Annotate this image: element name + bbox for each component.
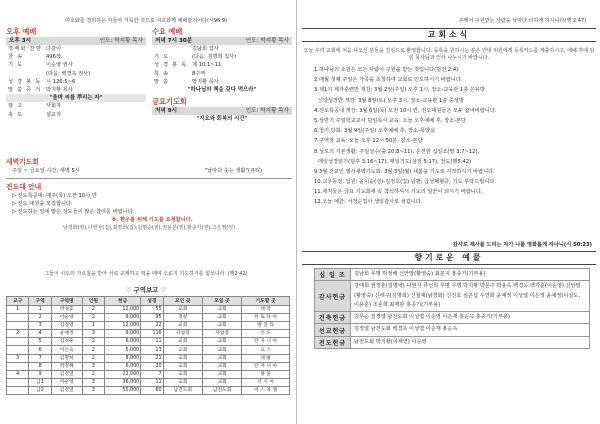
news-item: 신앙성장반 개강: 3월 8일(토) 오후 3시, 장소-교육관 1층 중성방	[318, 97, 464, 104]
afternoon-worship-title: 오후 예배	[6, 27, 37, 36]
friday-time: 저녁 9시	[155, 108, 178, 115]
table-cell: 이은숙	[51, 346, 82, 354]
table-cell: 김정열	[51, 386, 82, 394]
news-item: 12.오늘 예찬: 서정순집사 생일감사로 섬깁니다.	[314, 199, 423, 206]
table-cell: 9,000	[105, 314, 141, 322]
friday-band	[152, 107, 292, 115]
table-header-cell: 모인 곳	[163, 297, 202, 306]
table-cell: 3	[29, 322, 51, 330]
afternoon-worship-band	[6, 37, 146, 45]
order-key	[152, 45, 192, 53]
welcome-intro: 오늘 우리 교회에 처음 나오신 분들을 진심으로 환영합니다. 등록을 원하시는 분은 안내 위원에게 등록카드를 제출하시고, 예배 후에 담임 목사님과 인사 나누시기 바랍니다.	[303, 48, 595, 61]
news-item: 1.하나님의 소원은 모든 사람이 구원을 받는 것입니다(딤전 2:4).	[314, 67, 460, 73]
table-cell: 8	[29, 362, 51, 370]
order-value: 다같이	[46, 46, 62, 52]
order-key: 찬 송	[8, 54, 24, 61]
order-value: 사회자	[46, 103, 62, 110]
friday-prayer-title: 금요기도회	[152, 97, 187, 107]
news-item: 3.제1기 제자훈련반 개강: 3월 2일(주일) 오후 1시, 장소-교육관 1층 은유방	[314, 87, 485, 94]
order-value: (다음: 백경옥 권사)	[46, 70, 91, 77]
friday-sermon: "지요와 회복의 시간"	[196, 116, 248, 123]
wednesday-band	[152, 37, 292, 45]
order-value: 박지황 목사	[46, 86, 73, 93]
table-cell: 태 국	[242, 306, 290, 314]
table-cell: 12,000	[105, 306, 141, 314]
order-key: 성 경 봉 독	[8, 78, 42, 85]
prayer-section	[6, 157, 292, 233]
table-cell: 한 토 다 아	[242, 314, 290, 322]
table-cell	[7, 322, 29, 330]
order-row	[6, 78, 146, 86]
table-cell: 교회	[202, 354, 241, 362]
offering-body	[315, 269, 590, 349]
order-row	[6, 61, 146, 69]
dawn-prayer-title: 새벽기도회	[6, 158, 39, 166]
table-cell: 6,000	[105, 362, 141, 370]
table-cell: 교회	[202, 378, 241, 386]
left-top-verse: 여호와를 경외하는 자들아 거룩한 것으로 여호와께 예배할지어다(시96:9)	[65, 18, 227, 24]
table-header-cell: 인원	[82, 297, 104, 306]
news-item: 4.전도특공대 개강: 3월 6일(목) 오전 10시 반, 전도대원들은 모두 참여바랍니다.	[314, 107, 497, 114]
news-item: 11.제직들은 금요 기도회에 꼭 참석하셔서 기도의 일꾼이 되시기 바랍니다.	[314, 189, 483, 196]
table-cell: 3	[82, 330, 104, 338]
table-cell: 정창	[163, 314, 202, 322]
table-cell: 교회	[163, 322, 202, 330]
order-key: 특 송	[154, 70, 170, 77]
order-value: 설교자	[46, 111, 62, 118]
order-key: 말 씀 증 거	[8, 86, 42, 93]
table-row	[7, 306, 290, 314]
table-cell: 교회	[163, 370, 202, 378]
table-cell: 교회	[163, 306, 202, 314]
order-key: 축 도	[8, 111, 24, 118]
right-top-verse: 주께서 구원받는 사람을 날마다 더하게 하시니라(행 2:47)	[458, 18, 586, 24]
church-news	[302, 48, 596, 208]
table-cell: 7	[141, 370, 163, 378]
offering-category: 감사헌금	[315, 281, 351, 312]
order-row	[6, 102, 146, 110]
table-row	[7, 314, 290, 322]
table-cell: 11	[141, 338, 163, 346]
afternoon-worship	[6, 27, 146, 119]
table-cell	[7, 346, 29, 354]
order-row	[6, 53, 146, 61]
table-cell: 11	[141, 378, 163, 386]
table-cell: 2	[29, 314, 51, 322]
table-cell: 60	[141, 386, 163, 394]
table-cell: 이순영	[51, 314, 82, 322]
afternoon-tail	[6, 102, 146, 118]
news-item: 8.성도의 기본생활: 주일성수(출 20:8~11), 온전한 십일조(말 3:7~12),	[314, 148, 480, 155]
table-cell: 7	[29, 354, 51, 362]
table-cell: 21	[141, 354, 163, 362]
table-cell	[7, 314, 29, 322]
offering-names: 김남희 무명 박정해 신안말(황영숙) 최분지 홍종기(기부용)	[351, 269, 590, 281]
table-cell: 남전도회	[202, 386, 241, 394]
prayer-request: ※. 환우를 위해 기도를 요청합니다.	[111, 217, 193, 223]
table-cell: 22,000	[105, 370, 141, 378]
offering-category: 전도헌금	[315, 336, 351, 348]
table-cell: 남전도회	[163, 386, 202, 394]
table-cell: 2	[82, 338, 104, 346]
table-header-cell: 구역명	[51, 297, 82, 306]
table-cell: 교회	[163, 354, 202, 362]
table-cell: 교회	[163, 362, 202, 370]
news-item: 6.청기 당회: 3월 9일(주일) 오후예배 후, 장소-목양실	[314, 128, 435, 135]
order-row	[6, 86, 146, 94]
dawn-prayer-line	[6, 167, 292, 175]
order-value: 김남희 집사	[192, 46, 219, 52]
news-item: 7.구역장 교육: 오늘 오후 12시 50분, 장소-본당	[314, 138, 423, 145]
table-cell: 55	[141, 306, 163, 314]
table-cell: 12,000	[105, 322, 141, 330]
order-value: 박지황 목사	[192, 78, 219, 85]
table-cell: 5	[29, 338, 51, 346]
evangel-line-1: ▷ 전도특공대: 매주(목) 오전 10시 반	[12, 193, 97, 199]
right-page	[302, 0, 600, 424]
cell-report-title: ♡ 구역보고 ♡	[125, 286, 167, 294]
table-cell: 6	[29, 346, 51, 354]
friday-leader: 인도: 박지황 목사	[245, 108, 289, 115]
table-cell: 박정해	[51, 362, 82, 370]
news-item: 5.상반기 주일학교교사 담임목사 교육: 오늘 오후예배 후, 장소-본당	[314, 117, 467, 124]
table-cell: 22	[141, 322, 163, 330]
table-cell: 사업장	[163, 330, 202, 338]
church-news-header	[302, 28, 596, 42]
table-row	[7, 322, 290, 330]
order-value: 8구역	[192, 70, 206, 77]
order-value: 496장	[46, 54, 61, 61]
wednesday-worship-title: 수요 예배	[152, 27, 183, 36]
table-cell: 박경호	[51, 306, 82, 314]
evangel-title: 전도대 안내	[6, 183, 42, 191]
offering-row	[315, 312, 590, 324]
table-cell: 3	[82, 378, 104, 386]
table-cell: 교회	[202, 346, 241, 354]
order-key: 경배와 찬양	[8, 46, 42, 52]
table-cell: 김정열	[51, 322, 82, 330]
wednesday-worship	[152, 27, 292, 123]
prayer-names: 남경화(권),나현자(집),최영희(집),김명순(권),권용분(권),황순자(권),고은영(성)	[62, 225, 236, 231]
afternoon-leader: 인도: 박지황 목사	[99, 38, 143, 44]
table-cell: 요 스	[242, 346, 290, 354]
offering-header	[302, 251, 596, 265]
order-row	[6, 111, 146, 119]
order-key: 기 도	[154, 54, 170, 61]
table-row	[7, 354, 290, 362]
table-cell: 8,000	[105, 354, 141, 362]
table-cell	[7, 362, 29, 370]
wednesday-rows	[152, 45, 292, 86]
order-row	[152, 70, 292, 78]
wednesday-time: 저녁 7시 30분	[155, 38, 193, 44]
table-cell: 교회	[163, 346, 202, 354]
table-cell: 95	[141, 314, 163, 322]
order-key: 말 씀	[154, 78, 170, 85]
table-cell: 교회	[163, 378, 202, 386]
offering-row	[315, 281, 590, 312]
divider	[6, 178, 292, 179]
offering-title: 향기로운 예물	[414, 253, 484, 262]
order-row	[152, 53, 292, 61]
table-cell: 교회	[202, 306, 241, 314]
order-key: 광 고	[8, 103, 24, 110]
offering-row	[315, 324, 590, 336]
news-item: 10.교우동정: 입원: 윤이순(성)-김정호(집) 남편, 급성패혈증, 기도 부탁드립니다.	[314, 179, 496, 186]
order-row	[6, 45, 146, 53]
table-cell: 2	[82, 314, 104, 322]
table-body	[7, 306, 290, 395]
table-header-row	[7, 297, 290, 306]
table-cell: 2	[82, 346, 104, 354]
offering-names: 김정열 남전도회 백경옥 이성엽 이순재 홍순옥	[351, 324, 590, 336]
table-cell: 36,000	[105, 378, 141, 386]
order-value: 계 10:1~11	[192, 62, 222, 69]
table-cell: 교회	[202, 314, 241, 322]
table-cell: 교회	[202, 338, 241, 346]
table-cell: 네 팔	[242, 354, 290, 362]
table-cell: 방 글 라	[242, 322, 290, 330]
wednesday-sermon: "하나님의 책을 갖다 먹으라"	[187, 86, 257, 93]
news-item: 9.3월 전교인 필사새벽기도회: 3월 3일(월) 새봄을 기도로 시작하시기 바랍니다.	[314, 168, 495, 175]
offering-names: 강태희 권정훈(김명애) 나현자 류선희 무명 무명 박지황 박문주 박용옥 백경옥 백지훈(이순영) 신안말(황영숙) 신태구(김명희) 신철재(남경화) 신진호 심곤섭 우연화 윤예정 이성열 이은정 윤예정(이상도, 이용훈) 조준희 최재관 홍종기(기부용)	[351, 281, 590, 312]
thanks-verse: 감사로 제사를 드리는 자가 나를 영화롭게 하나니(시 50:23)	[452, 242, 592, 248]
table-cell	[7, 386, 29, 394]
news-item: 매일성경읽기(딤후 3:16~17), 매일기도(살전 5:17), 전도(행5:42)	[318, 158, 472, 165]
table-row	[7, 346, 290, 354]
offering-row	[315, 269, 590, 281]
table-cell: 김명희	[51, 354, 82, 362]
table-cell: 사업장	[202, 330, 241, 338]
worship-schedule	[6, 27, 292, 155]
table-cell: 김정열	[51, 370, 82, 378]
table-cell	[7, 378, 29, 386]
table-header-cell: 헌금	[105, 297, 141, 306]
church-news-title: 교회소식	[427, 30, 471, 39]
offering-names: 김무순 김정열 남전도회 이성엽 이순영 이은재 홍순옥 홍종기(기부용)	[351, 312, 590, 324]
table-cell: 2	[7, 330, 29, 338]
offering-names: 남전도회 박지황(이세연) 이순영	[351, 336, 590, 348]
table-cell: 1	[82, 322, 104, 330]
order-value: 이순영 권사	[46, 62, 73, 69]
table-row	[7, 378, 290, 386]
table-cell: 윤예정	[51, 330, 82, 338]
evangel-line-3: ▷ 전도하는 일에 많은 성도들이 많은 참여를 바랍니다.	[12, 209, 135, 215]
table-cell: 교회	[202, 362, 241, 370]
table-cell: 인 도	[242, 330, 290, 338]
news-list	[302, 65, 596, 208]
table-row	[7, 338, 290, 346]
table-cell: 이 스 라 엘	[242, 386, 290, 394]
offering-row	[315, 336, 590, 348]
afternoon-rows	[6, 45, 146, 94]
dawn-time: 주일 ~ 금요일 시간: 새벽 5시	[12, 168, 80, 174]
table-header-cell: 구역	[29, 297, 51, 306]
table-header-cell: 성경	[141, 297, 163, 306]
table-cell: 1	[29, 306, 51, 314]
table-cell	[7, 338, 29, 346]
table-cell: 3	[82, 362, 104, 370]
table-cell: 2	[82, 370, 104, 378]
table-cell: 30	[141, 362, 163, 370]
table-cell: 9,000	[105, 330, 141, 338]
afternoon-sermon: "울며 씨를 뿌리는 자"	[6, 94, 146, 102]
table-cell: 교회	[163, 338, 202, 346]
table-cell: 50,000	[105, 386, 141, 394]
center-divider	[296, 0, 297, 424]
table-cell: 1	[7, 306, 29, 314]
order-value: (다음: 김명희 집사)	[192, 54, 237, 61]
table-cell: 김경순	[51, 338, 82, 346]
table-header-cell: 기도할 곳	[242, 297, 290, 306]
table-cell: 3	[7, 354, 29, 362]
news-item: 2.매월 첫째 주일은 가족을 초청하여 교회로 인도하시기 바랍니다.	[314, 77, 463, 84]
table-cell: 탄 자 니 아	[242, 362, 290, 370]
table-cell: 116	[141, 330, 163, 338]
left-page	[0, 0, 292, 424]
afternoon-time: 오후 3시	[9, 38, 32, 44]
order-row	[152, 45, 292, 53]
order-key: 기 도	[8, 62, 24, 69]
table-cell: 남1	[29, 378, 51, 386]
table-row	[7, 330, 290, 338]
order-key: 성 경 봉 독	[154, 62, 188, 69]
table-cell: 4	[7, 370, 29, 378]
table-cell: 남2	[29, 386, 51, 394]
table-cell: 5,000	[105, 346, 141, 354]
wednesday-leader: 인도: 박지황 목사	[245, 38, 289, 44]
order-row	[152, 78, 292, 86]
table-header-cell: 교구	[7, 297, 29, 306]
table-cell: 2	[82, 354, 104, 362]
offering-table	[314, 268, 590, 349]
order-key	[6, 70, 46, 78]
table-cell: 13	[141, 346, 163, 354]
dawn-qt: "날마다 솟는 생활"(큐티)	[204, 168, 262, 174]
table-row	[7, 370, 290, 378]
table-header-cell: 모일 곳	[202, 297, 241, 306]
table-cell: 교회	[202, 370, 241, 378]
table-cell: 4	[29, 330, 51, 338]
table-row	[7, 362, 290, 370]
table-cell: 6,000	[105, 338, 141, 346]
order-row	[6, 70, 146, 78]
order-row	[152, 61, 292, 69]
table-cell: 몽 골	[242, 370, 290, 378]
cell-report-table	[6, 296, 290, 395]
offering-category: 십 일 조	[315, 269, 351, 281]
table-cell: 러 시 아	[242, 378, 290, 386]
table-cell: 교회	[202, 322, 241, 330]
table-cell: 9	[29, 370, 51, 378]
table-cell: 3	[82, 386, 104, 394]
order-value: 시 126:5~6	[46, 78, 76, 85]
evangel-line-2: ▷ 전도 대원을 모집합니다.	[12, 201, 73, 207]
table-cell: 2	[82, 306, 104, 314]
table-cell: 이순영	[51, 378, 82, 386]
bible-quote: 그들이 사도의 가르침을 받아 서로 교제하고 떡을 떼며 오로지 기도하기를 힘쓰니라. (행2:42)	[44, 271, 248, 277]
offering-category: 선교헌금	[315, 324, 351, 336]
table-row	[7, 386, 290, 394]
table-cell: 탄 자 니 아	[242, 338, 290, 346]
offering-category: 건축헌금	[315, 312, 351, 324]
